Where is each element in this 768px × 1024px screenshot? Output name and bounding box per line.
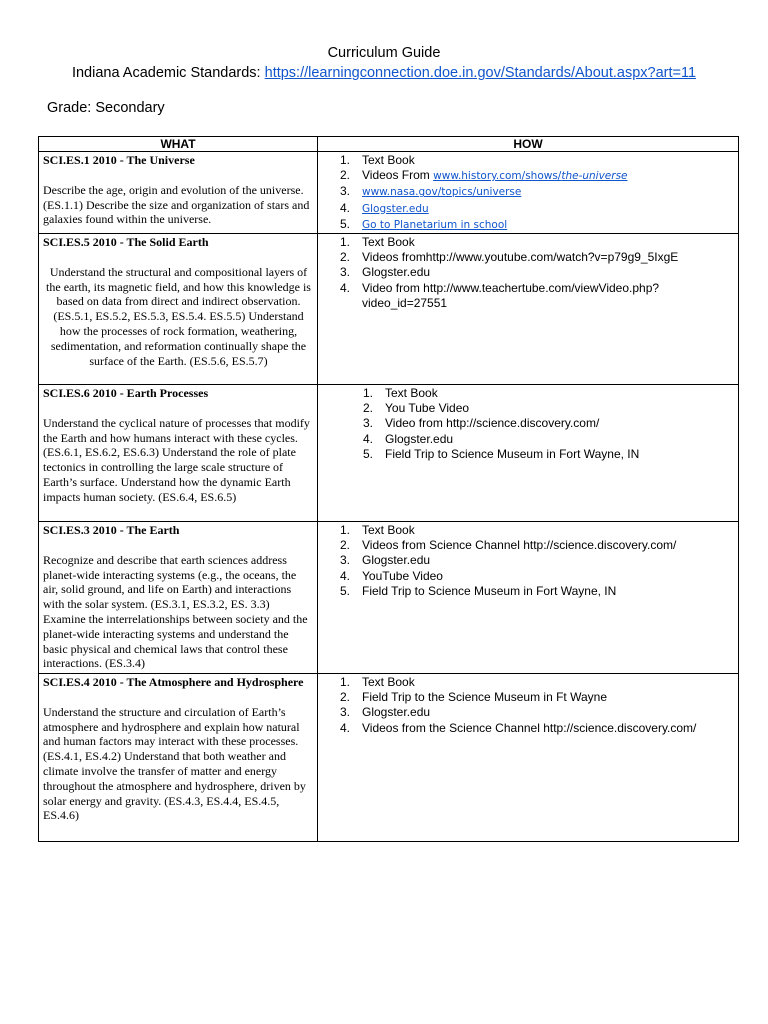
list-item: 2. Videos From www.history.com/shows/the-universe xyxy=(339,168,628,183)
list-item: 2. Field Trip to the Science Museum in Ft Wayne xyxy=(339,690,607,705)
resource-list xyxy=(318,152,738,233)
list-item: 3. Glogster.edu xyxy=(339,265,431,280)
resource-list xyxy=(318,522,738,599)
list-item: 5. Go to Planetarium in school xyxy=(339,216,508,231)
list-item: 2. Videos from Science Channel http://science.discovery.com/ xyxy=(339,538,677,553)
list-item: 4. Glogster.edu xyxy=(339,200,429,215)
list-item: 2. You Tube Video xyxy=(362,401,470,416)
how-cell xyxy=(318,674,739,842)
standards-link[interactable]: https://learningconnection.doe.in.gov/Standards/About.aspx?art=11 xyxy=(264,65,697,81)
standard-title: SCI.ES.3 2010 - The Earth xyxy=(43,523,180,538)
standard-description: Describe the age, origin and evolution of the universe. (ES.1.1) Describe the size and organization of stars and galaxies found within the universe. xyxy=(43,182,310,227)
list-item: 3. Video from http://science.discovery.com/ xyxy=(362,416,600,431)
table-header-row xyxy=(39,137,739,152)
list-item: 1. Text Book xyxy=(339,675,415,690)
how-cell xyxy=(318,522,739,674)
column-header-what: WHAT xyxy=(39,137,318,152)
list-item: 1. Text Book xyxy=(339,153,415,167)
what-cell xyxy=(39,234,318,385)
how-cell xyxy=(318,385,739,522)
what-cell xyxy=(39,152,318,234)
table-row xyxy=(39,674,739,842)
standard-title: SCI.ES.1 2010 - The Universe xyxy=(43,153,195,167)
list-item: 4. Videos from the Science Channel http://science.discovery.com/ xyxy=(339,720,697,735)
what-cell xyxy=(39,385,318,522)
column-header-how: HOW xyxy=(318,137,739,152)
page-title: Curriculum Guide xyxy=(327,45,441,61)
what-cell xyxy=(39,674,318,842)
standard-description: Understand the structure and circulation of Earth’s atmosphere and hydrosphere and explain how natural and human factors may interact with these processes. (ES.4.1, ES.4.2) Understand that both weather and climate involve the transfer of matter and energy throughout the atmosphere and hydrosphere, driven by solar energy and gravity. (ES.4.3, ES.4.4, ES.4.5, ES.4.6) xyxy=(43,704,306,823)
how-cell xyxy=(318,234,739,385)
standard-title: SCI.ES.5 2010 - The Solid Earth xyxy=(43,235,209,250)
list-item: 2. Videos fromhttp://www.youtube.com/watch?v=p79g9_5IxgE xyxy=(339,250,679,265)
standard-description: Understand the cyclical nature of processes that modify the Earth and how humans interact with these cycles. (ES.6.1, ES.6.2, ES.6.3) Understand the role of plate tectonics in controlling the large scale structure of Earth’s surface. Understand how the dynamic Earth impacts human society. (ES.6.4, ES.6.5) xyxy=(43,415,310,504)
list-item: 4. Glogster.edu xyxy=(362,431,454,446)
list-item: 3. www.nasa.gov/topics/universe xyxy=(339,184,522,199)
resource-list xyxy=(318,674,738,736)
standard-description: Understand the structural and compositional layers of the earth, its magnetic field, and how this knowledge is based on data from direct and indirect observation. (ES.5.1, ES.5.2, ES.5.3, ES.5.4. ES.5.5) Understand how the processes of rock formation, weathering, sedimentation, and reformation continually shape the surface of the Earth. (ES.5.6, ES.5.7) xyxy=(46,264,311,368)
list-item: 1. Text Book xyxy=(339,523,415,538)
list-item: 4. Video from http://www.teachertube.com/viewVideo.php?video_id=27551 xyxy=(339,280,660,310)
planetarium-link[interactable]: Go to Planetarium in school xyxy=(362,218,508,231)
table-row xyxy=(39,385,739,522)
standard-description: Recognize and describe that earth sciences address planet-wide interacting systems (e.g., the oceans, the air, solid ground, and life on Earth) and interactions with the solar system. (ES.3.1, ES.3.2, ES. 3.3) Examine the interrelationships between society and the planet-wide interacting systems and understand the basic physical and chemical laws that control these interactions. (ES.3.4) xyxy=(43,552,308,671)
list-item: 4. YouTube Video xyxy=(339,568,443,583)
resource-list xyxy=(318,234,738,311)
resource-list xyxy=(318,385,738,462)
standards-label: Indiana Academic Standards: xyxy=(71,65,265,81)
list-item: 5. Field Trip to Science Museum in Fort Wayne, IN xyxy=(339,583,617,598)
standard-title: SCI.ES.4 2010 - The Atmosphere and Hydrosphere xyxy=(43,675,304,690)
history-link[interactable]: www.history.com/shows/the-universe xyxy=(433,170,628,183)
nasa-link[interactable]: www.nasa.gov/topics/universe xyxy=(362,186,522,199)
list-item: 1. Text Book xyxy=(339,235,415,250)
table-row xyxy=(39,234,739,385)
standard-title: SCI.ES.6 2010 - Earth Processes xyxy=(43,386,209,401)
table-row xyxy=(39,152,739,234)
list-item: 1. Text Book xyxy=(362,386,438,401)
list-item: 5. Field Trip to Science Museum in Fort Wayne, IN xyxy=(362,446,640,461)
grade-label: Grade: Secondary xyxy=(47,100,165,116)
list-item: 3. Glogster.edu xyxy=(339,705,431,720)
how-cell xyxy=(318,152,739,234)
standards-line xyxy=(0,65,768,81)
table-row xyxy=(39,522,739,674)
list-item: 3. Glogster.edu xyxy=(339,553,431,568)
what-cell xyxy=(39,522,318,674)
curriculum-table xyxy=(38,136,739,842)
glogster-link[interactable]: Glogster.edu xyxy=(362,202,429,215)
